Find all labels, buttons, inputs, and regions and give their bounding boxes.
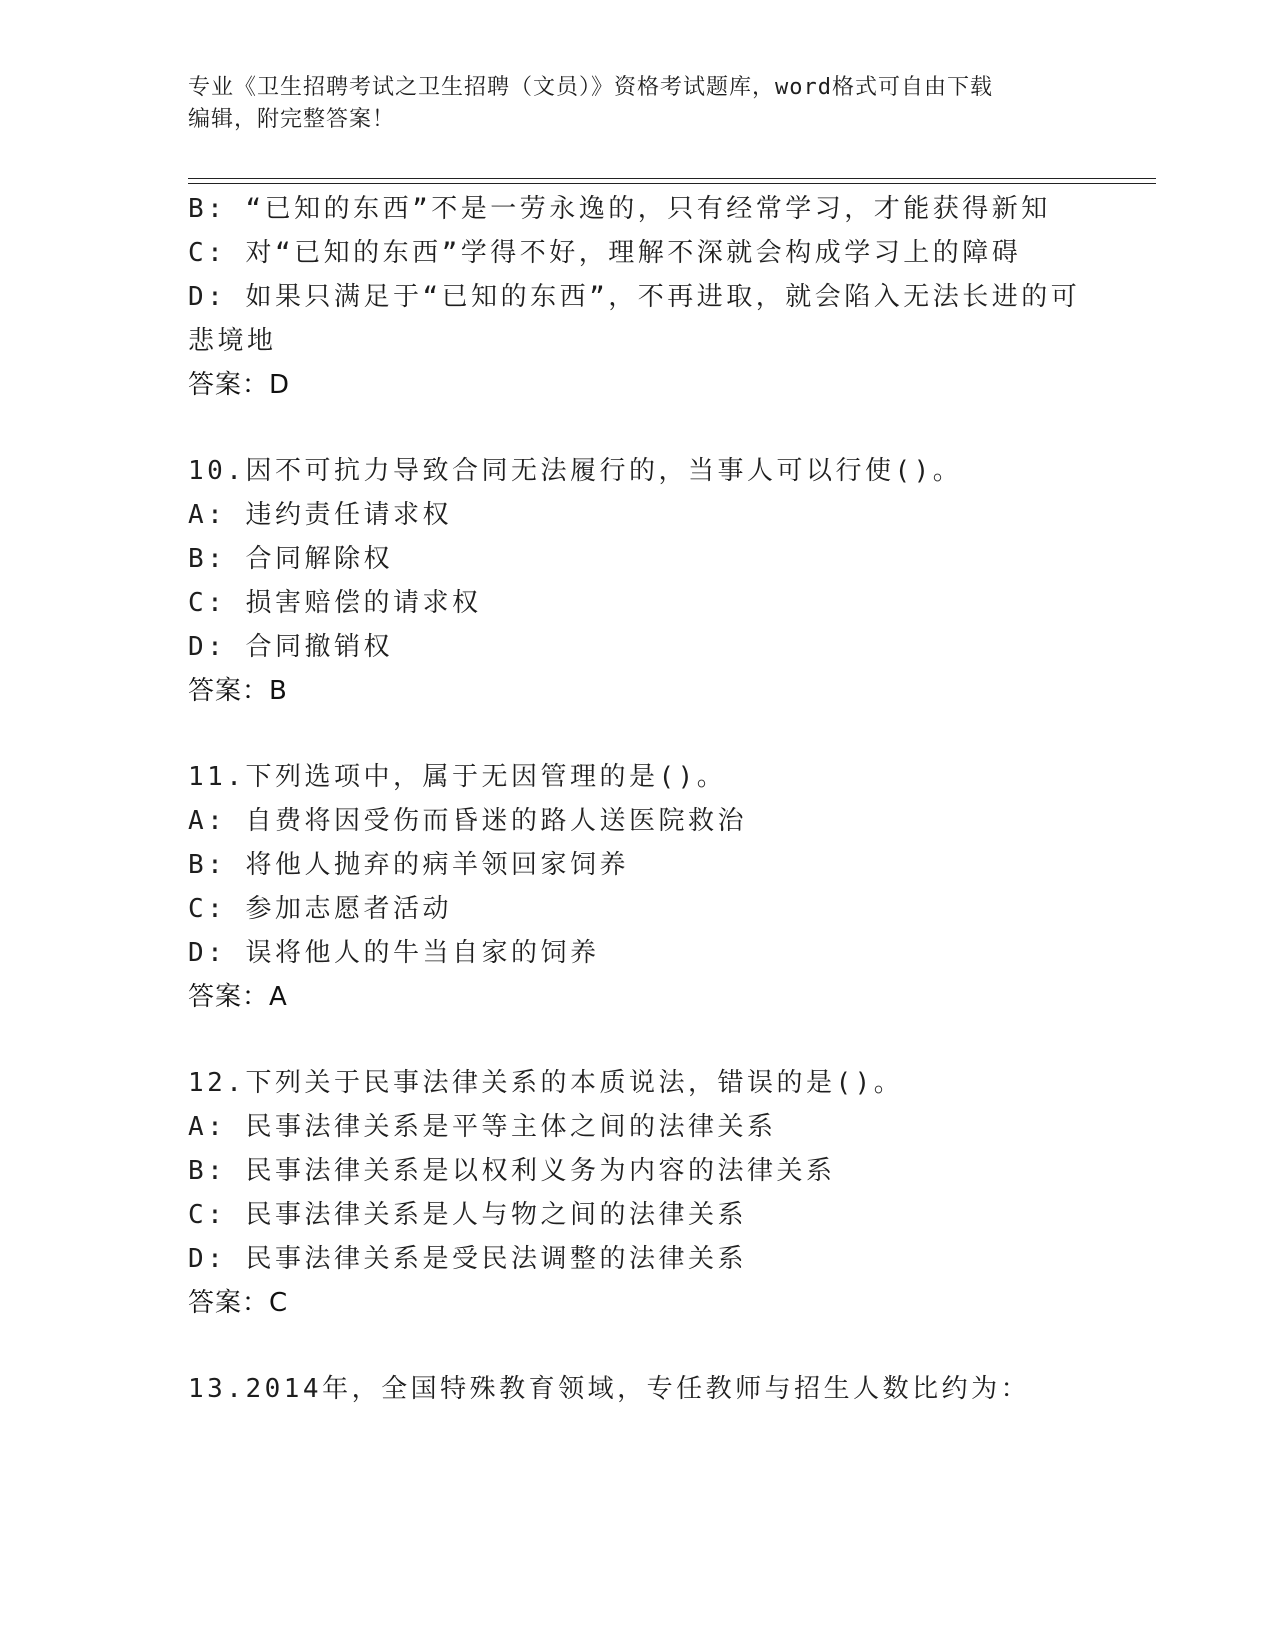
q10-question: 10.因不可抗力导致合同无法履行的，当事人可以行使()。 (188, 456, 963, 486)
q10-option-c: C: 损害赔偿的请求权 (188, 588, 482, 618)
q9-option-b: B: “已知的东西”不是一劳永逸的，只有经常学习，才能获得新知 (188, 194, 1051, 224)
q11-option-a: A: 自费将因受伤而昏迷的路人送医院救治 (188, 806, 747, 836)
q11-option-d: D: 误将他人的牛当自家的饲养 (188, 938, 600, 968)
q10-answer: 答案：B (188, 676, 288, 706)
q10-option-b: B: 合同解除权 (188, 544, 393, 574)
header-line-1: 专业《卫生招聘考试之卫生招聘（文员）》资格考试题库，word格式可自由下载 (188, 75, 993, 100)
q12-question: 12.下列关于民事法律关系的本质说法，错误的是()。 (188, 1068, 904, 1098)
q11-option-c: C: 参加志愿者活动 (188, 894, 452, 924)
q9-option-d: D: 如果只满足于“已知的东西”，不再进取，就会陷入无法长进的可 (188, 282, 1081, 312)
q10-option-d: D: 合同撤销权 (188, 632, 393, 662)
header-divider-top (188, 178, 1156, 179)
q10-option-a: A: 违约责任请求权 (188, 500, 452, 530)
header-line-2: 编辑，附完整答案！ (188, 107, 396, 132)
q11-answer: 答案：A (188, 982, 288, 1012)
q12-option-c: C: 民事法律关系是人与物之间的法律关系 (188, 1200, 747, 1230)
q12-option-b: B: 民事法律关系是以权利义务为内容的法律关系 (188, 1156, 836, 1186)
q11-question: 11.下列选项中，属于无因管理的是()。 (188, 762, 727, 792)
q12-option-a: A: 民事法律关系是平等主体之间的法律关系 (188, 1112, 777, 1142)
q12-option-d: D: 民事法律关系是受民法调整的法律关系 (188, 1244, 747, 1274)
header-divider-bottom (188, 183, 1156, 184)
q12-answer: 答案：C (188, 1288, 289, 1318)
document-header (188, 72, 1088, 136)
q13-question: 13.2014年，全国特殊教育领域，专任教师与招生人数比约为： (188, 1374, 1031, 1404)
q9-option-c: C: 对“已知的东西”学得不好，理解不深就会构成学习上的障碍 (188, 238, 1022, 268)
q11-option-b: B: 将他人抛弃的病羊领回家饲养 (188, 850, 629, 880)
q9-option-d-continued: 悲境地 (188, 326, 277, 356)
q9-answer: 答案：D (188, 370, 291, 400)
